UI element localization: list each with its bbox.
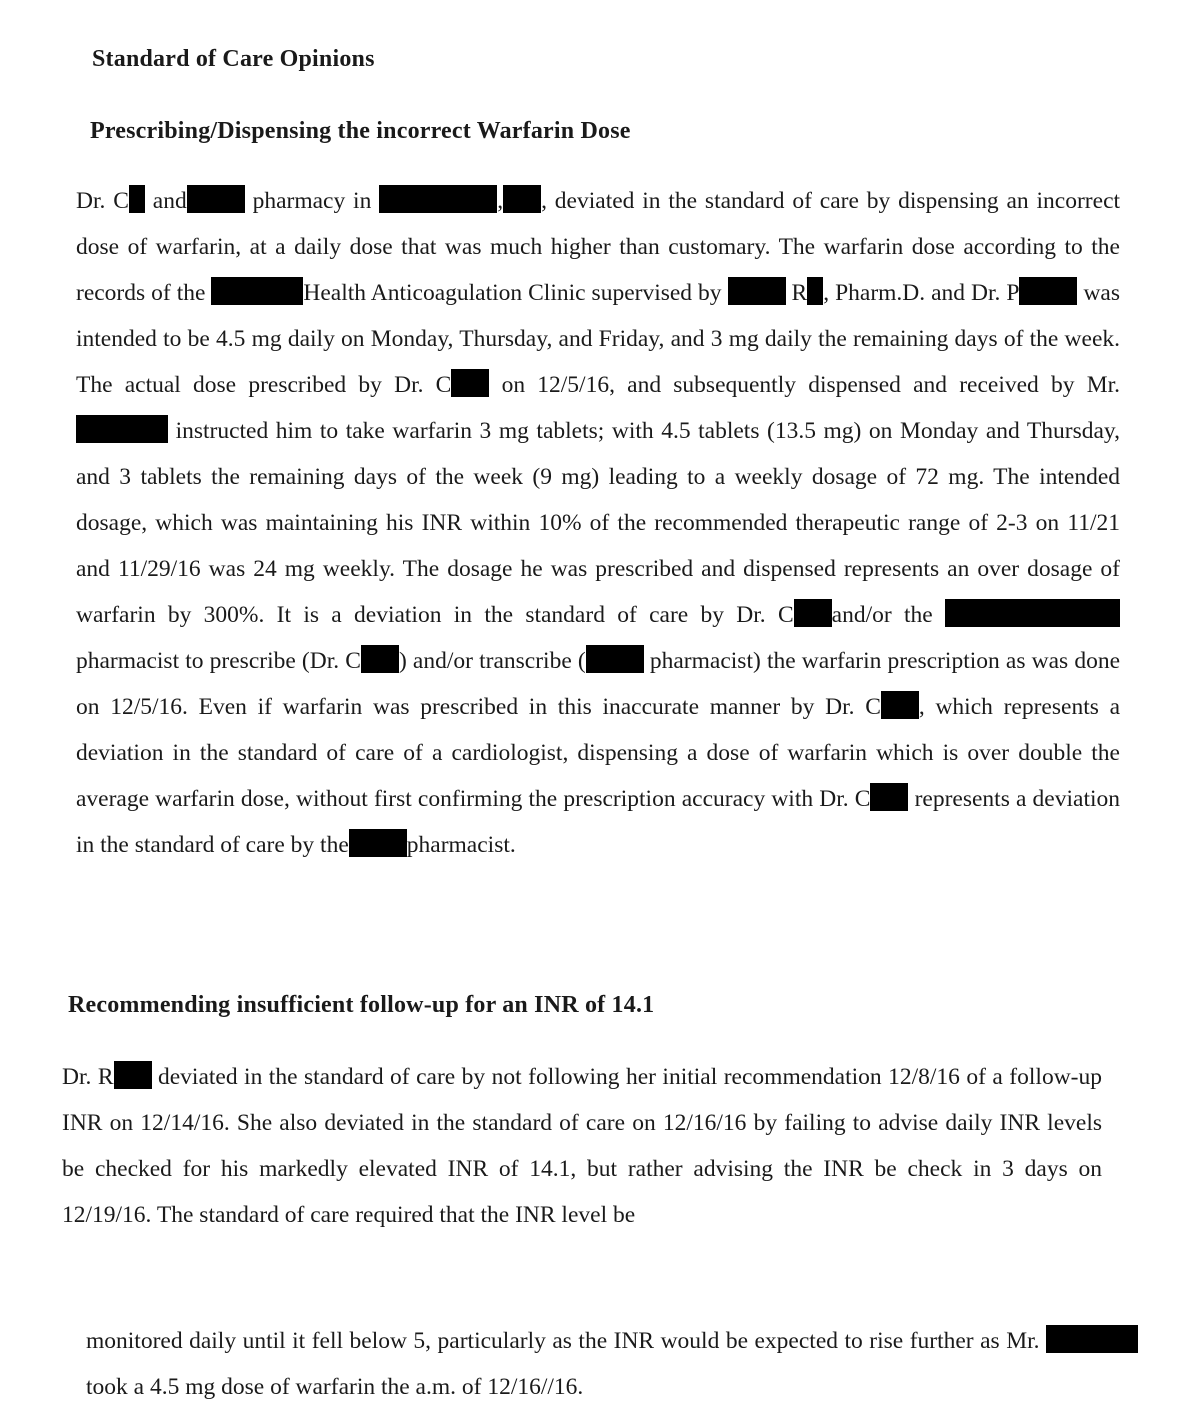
redaction-block [870, 783, 908, 811]
text-segment: R [791, 280, 808, 306]
redaction-block [187, 185, 245, 213]
text-segment: Dr. C [76, 188, 129, 214]
text-segment: took a 4.5 mg dose of warfarin the a.m. of 12/16//16. [86, 1374, 584, 1400]
redaction-block [728, 277, 786, 305]
text-segment: pharmacist to prescribe (Dr. C [76, 648, 361, 674]
text-segment: Dr. R [62, 1064, 114, 1090]
redaction-block [114, 1061, 152, 1089]
paragraph-inr-follow-up [62, 1054, 1102, 1238]
text-segment: , Pharm.D. and Dr. P [823, 280, 1020, 306]
text-segment: pharmacist. [406, 832, 516, 858]
redaction-block [503, 185, 541, 213]
redaction-block [794, 599, 832, 627]
redaction-block [451, 369, 489, 397]
text-segment: monitored daily until it fell below 5, particularly as the INR would be expected to rise further as Mr. [86, 1328, 1040, 1354]
text-segment: pharmacist) the warfarin prescription as was done on 12/5/16. Even if warfarin was prescribed in this inaccurate manner by Dr. C [76, 648, 1121, 720]
redaction-block [945, 599, 1120, 627]
text-segment: , which represents a deviation in the standard of care of a cardiologist, dispensing a dose of warfarin which is over double the average warfarin dose, without first confirming the prescription accuracy with Dr. C [76, 694, 1121, 812]
text-segment: deviated in the standard of care by not following her initial recommendation 12/8/16 of a follow-up INR on 12/14/16. She also deviated in the standard of care on 12/16/16 by failing to advise daily INR levels be checked for his markedly elevated INR of 14.1, but rather advising the INR be check in 3 days on 12/19/16. The standard of care required that the INR level be [62, 1064, 1102, 1228]
text-segment: , [497, 188, 504, 214]
redaction-block [76, 415, 168, 443]
redaction-block [881, 691, 919, 719]
redaction-block [211, 277, 303, 305]
text-segment: was intended to be 4.5 mg daily on Monday, Thursday, and Friday, and 3 mg daily the remaining days of the week. The actual dose prescribed by Dr. C [76, 280, 1120, 398]
redaction-block [1019, 277, 1077, 305]
text-segment: ) and/or transcribe ( [398, 648, 586, 674]
redaction-block [349, 829, 407, 857]
subheading-inr-follow-up: Recommending insufficient follow-up for an INR of 14.1 [68, 992, 655, 1018]
text-segment: on 12/5/16, and subsequently dispensed and received by Mr. [501, 372, 1120, 398]
text-segment: and/or the [831, 602, 933, 628]
text-segment: represents a deviation in the standard of care by the [76, 786, 1121, 858]
redaction-block [129, 185, 145, 213]
text-segment: Health Anticoagulation Clinic supervised by [303, 280, 722, 306]
redaction-block [586, 645, 644, 673]
text-segment: instructed him to take warfarin 3 mg tablets; with 4.5 tablets (13.5 mg) on Monday and Thursday, and 3 tablets the remaining days of the week (9 mg) leading to a weekly dosage of 72 mg. The intended dosage, which was maintaining his INR within 10% of the recommended therapeutic range of 2-3 on 11/21 and 11/29/16 was 24 mg weekly. The dosage he was prescribed and dispensed represents an over dosage of warfarin by 300%. It is a deviation in the standard of care by Dr. C [76, 418, 1121, 628]
redaction-block [1046, 1325, 1138, 1353]
section-heading: Standard of Care Opinions [92, 46, 375, 72]
subheading-warfarin-dose: Prescribing/Dispensing the incorrect Warfarin Dose [90, 118, 631, 144]
text-segment: , deviated in the standard of care by dispensing an incorrect dose of warfarin, at a daily dose that was much higher than customary. The warfarin dose according to the records of the [76, 188, 1121, 306]
text-segment: pharmacy in [252, 188, 372, 214]
redaction-block [807, 277, 823, 305]
text-segment: and [152, 188, 187, 214]
redaction-block [361, 645, 399, 673]
paragraph-continued [86, 1318, 1138, 1410]
paragraph-warfarin-dose [76, 178, 1120, 868]
redaction-block [379, 185, 497, 213]
